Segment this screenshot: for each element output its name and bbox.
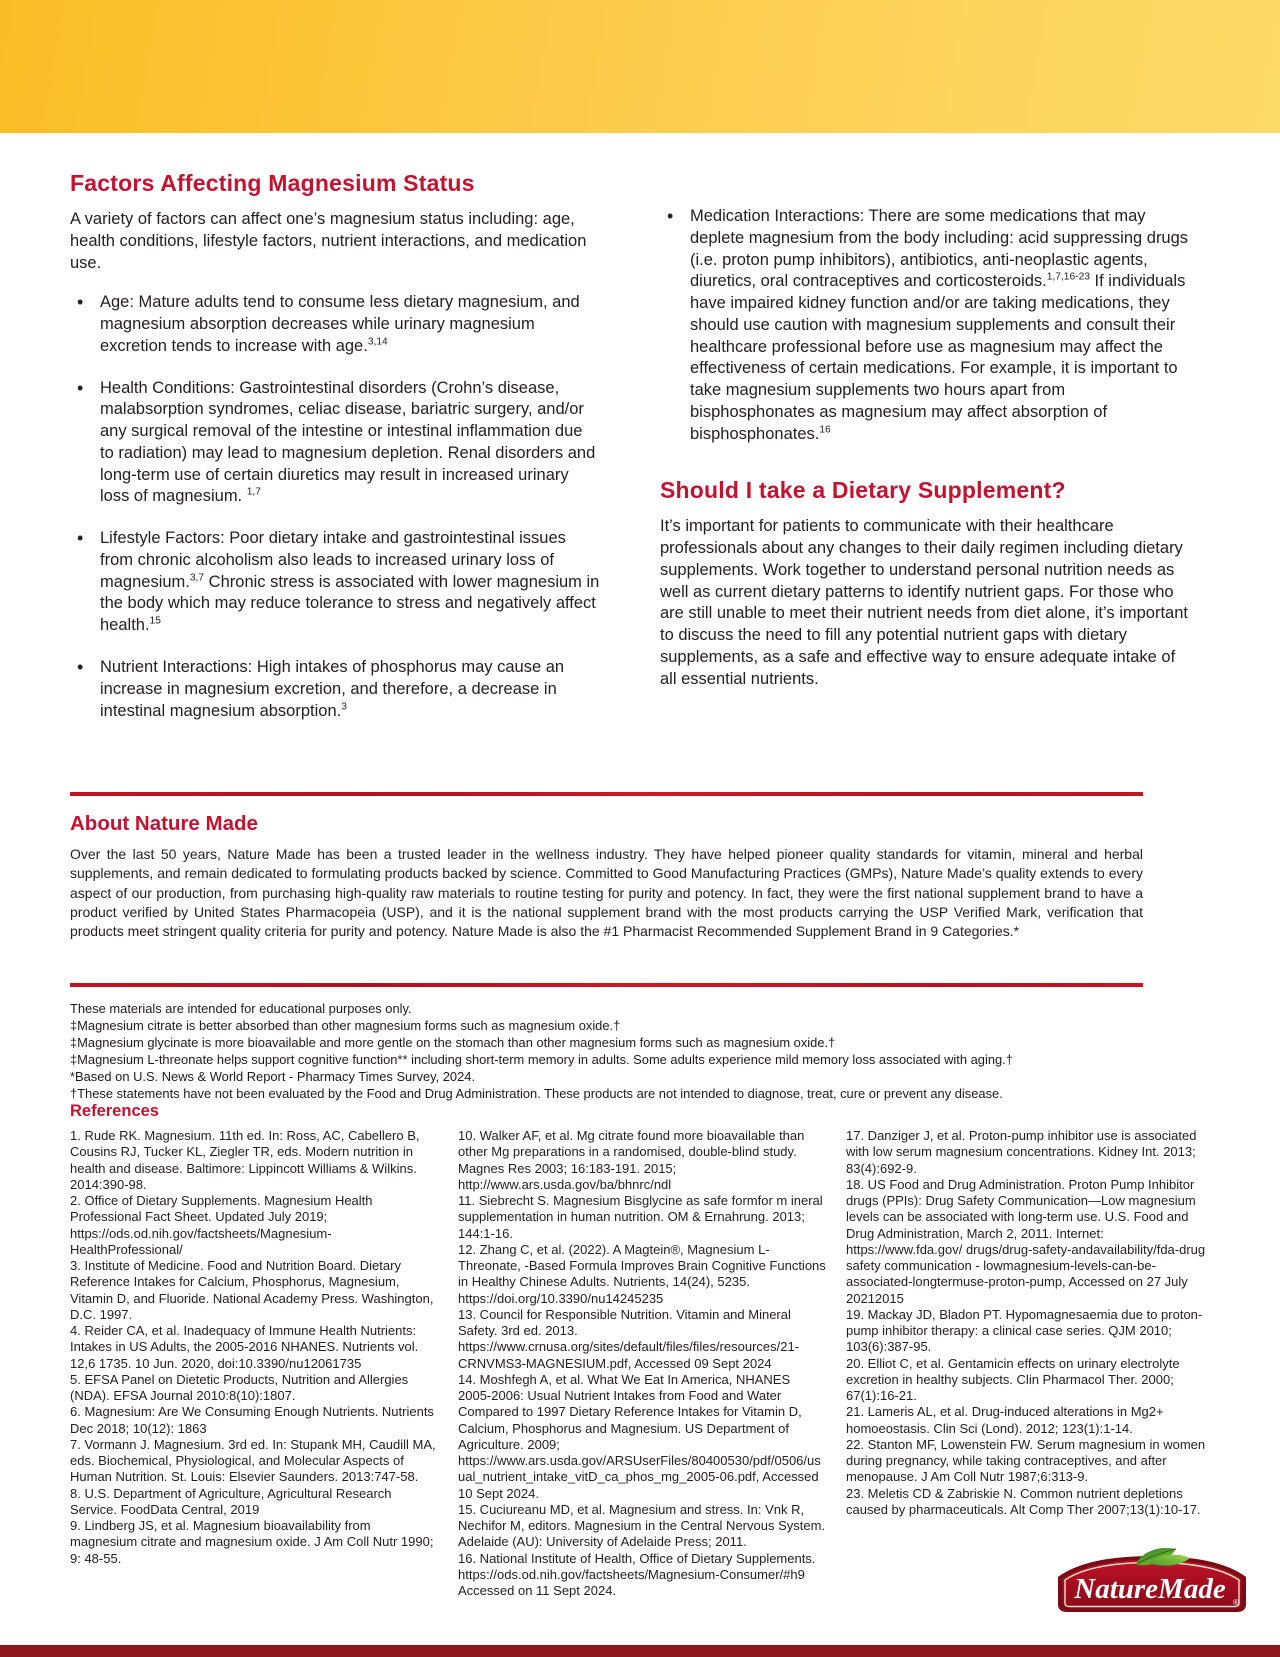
reference-item: 2. Office of Dietary Supplements. Magnesium Health Professional Fact Sheet. Updated July 2019; https://ods.od.nih.gov/factsheets/Magnesium-HealthProfessional/ — [70, 1193, 373, 1257]
page-content — [70, 0, 1210, 1657]
disclaimer-line: ‡Magnesium glycinate is more bioavailable and more gentle on the stomach than other magnesium forms such as magnesium oxide.† — [70, 1035, 836, 1051]
reference-item: 21. Lameris AL, et al. Drug-induced alterations in Mg2+ homoeostasis. Clin Sci (Lond). 2012; 123(1):1-14. — [846, 1404, 1164, 1436]
supplement-body: It’s important for patients to communicate with their healthcare professionals about any changes to their daily regimen including dietary supplements. Work together to understand personal nutrition needs as well as current dietary patterns to identify nutrient gaps. For those who are still unable to meet their nutrient needs from diet alone, it’s important to discuss the need to fill any potential nutrient gaps with dietary supplements, as a safe and effective way to ensure adequate intake of all essential nutrients. — [660, 517, 1188, 688]
factors-bullet-list — [70, 292, 600, 722]
bullet-lifestyle-factors: • Lifestyle Factors: Poor dietary intake and gastrointestinal issues from chronic alcoholism also leads to increased urinary loss of magnesium.$^{3,7}$ Chronic stress is associated with lower magnesium in the body which may reduce tolerance to stress and negatively affect health.$^{15}$ — [70, 528, 600, 637]
disclaimer-line: *Based on U.S. News & World Report - Pharmacy Times Survey, 2024. — [70, 1069, 476, 1085]
registered-mark: ® — [1233, 1598, 1239, 1607]
reference-item: 3. Institute of Medicine. Food and Nutrition Board. Dietary Reference Intakes for Calcium, Phosphorus, Magnesium, Vitamin D, and Fluoride. National Academy Press. Washington, D.C. 1997. — [70, 1258, 434, 1322]
reference-item: 1. Rude RK. Magnesium. 11th ed. In: Ross, AC, Cabellero B, Cousins RJ, Tucker KL, Ziegler TR, eds. Modern nutrition in health and disease. Baltimore: Lippincott Williams & Wilkins. 2014:390-98. — [70, 1128, 420, 1192]
disclaimer-line: †These statements have not been evaluated by the Food and Drug Administration. These products are not intended to diagnose, treat, cure or prevent any disease. — [70, 1086, 1003, 1102]
reference-item: 19. Mackay JD, Bladon PT. Hypomagnesaemia due to proton-pump inhibitor therapy: a clinical case series. QJM 2010; 103(6):387-95. — [846, 1306, 1203, 1355]
bullet-health-conditions: • Health Conditions: Gastrointestinal disorders (Crohn’s disease, malabsorption syndromes, celiac disease, bariatric surgery, and/or any surgical removal of the intestine or intestinal inflammation due to radiation) may lead to magnesium depletion. Renal disorders and long-term use of certain diuretics may result in increased urinary loss of magnesium. $^{1,7}$ — [70, 378, 600, 509]
divider-rule-bottom — [70, 983, 1143, 987]
bullet-medication-interactions: • Medication Interactions: There are some medications that may deplete magnesium from the body including: acid suppressing drugs (i.e. proton pump inhibitors), antibiotics, anti-neoplastic agents, diuretics, oral contraceptives and corticosteroids.$^{1,7,16-23}$ If individuals have impaired kidney function and/or are taking medications, they should use caution with magnesium supplements and consult their healthcare professional before use as magnesium may affect the effectiveness of certain medications. For example, it is important to take magnesium supplements two hours apart from bisphosphonates as magnesium may affect absorption of bisphosphonates.$^{16}$ — [660, 206, 1190, 445]
medication-bullet-list — [660, 206, 1190, 445]
reference-item: 17. Danziger J, et al. Proton-pump inhibitor use is associated with low serum magnesium concentrations. Kidney Int. 2013; 83(4):692-9. — [846, 1128, 1197, 1176]
reference-item: 18. US Food and Drug Administration. Proton Pump Inhibitor drugs (PPIs): Drug Safety Communication—Low magnesium levels can be associated with long-term use. U.S. Food and Drug Administration, March 2, 2011. Internet: https://www.fda.gov/ drugs/drug-safety-andavailability/fda-drug safety communication - lowmagnesium-levels-can-be-associated-longtermuse-proton-pump, Accessed on 27 July 20212015 — [846, 1176, 1206, 1306]
disclaimer-line: ‡Magnesium citrate is better absorbed than other magnesium forms such as magnesium oxide.† — [70, 1018, 621, 1034]
about-body: Over the last 50 years, Nature Made has been a trusted leader in the wellness industry. They have helped pioneer quality standards for vitamin, mineral and herbal supplements, and remain dedicated to formulating products backed by science. Committed to Good Manufacturing Practices (GMPs), Nature Made’s quality extends to every aspect of our production, from purchasing high-quality raw materials to routine testing for purity and potency. In fact, they were the first national supplement brand to have a product verified by United States Pharmacopeia (USP), and it is the national supplement brand with the most products carrying the USP Verified Mark, verification that products meet stringent quality criteria for purity and potency. Nature Made is also the #1 Pharmacist Recommended Supplement Brand in 9 Categories.* — [70, 846, 1143, 940]
reference-item: 23. Meletis CD & Zabriskie N. Common nutrient depletions caused by pharmaceuticals. Alt Comp Ther 2007;13(1):10-17. — [846, 1485, 1201, 1517]
reference-item: 14. Moshfegh A, et al. What We Eat In America, NHANES 2005-2006: Usual Nutrient Intakes from Food and Water Compared to 1997 Dietary Reference Intakes for Vitamin D, Calcium, Phosphorus and Magnesium. US Department of Agriculture. 2009; https://www.ars.usda.gov/ARSUserFiles/80400530/pdf/0506/usual_nutrient_intake_vitD_ca_phos_mg_2005-06.pdf, Accessed 10 Sept 2024. — [458, 1371, 821, 1501]
divider-rule-top — [70, 792, 1143, 796]
about-title: About Nature Made — [70, 812, 258, 835]
reference-item: 12. Zhang C, et al. (2022). A Magtein®, Magnesium L-Threonate, -Based Formula Improves Brain Cognitive Functions in Healthy Chinese Adults. Nutrients, 14(24), 5235. https://doi.org/10.3390/nu14245235 — [458, 1241, 826, 1306]
references-column-2 — [458, 1128, 826, 1599]
factors-section — [70, 170, 1190, 742]
bullet-age: • Age: Mature adults tend to consume less dietary magnesium, and magnesium absorption decreases while urinary magnesium excretion tends to increase with age.$^{3,14}$ — [70, 292, 600, 357]
right-column — [660, 170, 1190, 742]
reference-item: 8. U.S. Department of Agriculture, Agricultural Research Service. FoodData Central, 2019 — [70, 1485, 392, 1517]
disclaimer-line: ‡Magnesium L-threonate helps support cognitive function** including short-term memory in adults. Some adults experience mild memory loss associated with aging.† — [70, 1052, 1013, 1068]
disclaimers-block — [70, 1000, 1210, 1102]
reference-item: 10. Walker AF, et al. Mg citrate found more bioavailable than other Mg preparations in a randomised, double-blind study. Magnes Res 2003; 16:183-191. 2015; http://www.ars.usda.gov/ba/bhnrc/ndl — [458, 1128, 805, 1192]
nature-made-logo — [1052, 1548, 1252, 1614]
reference-item: 22. Stanton MF, Lowenstein FW. Serum magnesium in women during pregnancy, while taking contraceptives, and after menopause. J Am Coll Nutr 1987;6:313-9. — [846, 1436, 1206, 1485]
reference-item: 6. Magnesium: Are We Consuming Enough Nutrients. Nutrients Dec 2018; 10(12): 1863 — [70, 1404, 434, 1436]
reference-item: 9. Lindberg JS, et al. Magnesium bioavailability from magnesium citrate and magnesium oxide. J Am Coll Nutr 1990; 9: 48-55. — [70, 1518, 434, 1566]
references-columns — [70, 1128, 1215, 1599]
reference-item: 4. Reider CA, et al. Inadequacy of Immune Health Nutrients: Intakes in US Adults, the 2005-2016 NHANES. Nutrients vol. 12,6 1735. 10 Jun. 2020, doi:10.3390/nu12061735 — [70, 1323, 419, 1371]
factors-title: Factors Affecting Magnesium Status — [70, 170, 475, 196]
footer-bar — [0, 1645, 1280, 1657]
reference-item: 15. Cuciureanu MD, et al. Magnesium and stress. In: Vnk R, Nechifor M, editors. Magnesium in the Central Nervous System. Adelaide (AU): University of Adelaide Press; 2011. — [458, 1501, 826, 1550]
left-column — [70, 170, 600, 742]
reference-item: 11. Siebrecht S. Magnesium Bisglycine as safe formfor m ineral supplementation in human nutrition. OM & Ernahrung. 2013; 144:1-16. — [458, 1193, 823, 1241]
references-title: References — [70, 1102, 159, 1120]
reference-item: 7. Vormann J. Magnesium. 3rd ed. In: Stupank MH, Caudill MA, eds. Biochemical, Physiological, and Molecular Aspects of Human Nutrition. St. Louis: Elsevier Saunders. 2013:747-58. — [70, 1436, 436, 1485]
logo-brand-text: NatureMade — [1074, 1573, 1226, 1605]
reference-item: 13. Council for Responsible Nutrition. Vitamin and Mineral Safety. 3rd ed. 2013. https://www.crnusa.org/sites/default/files/files/resources/21-CRNVMS3-MAGNESIUM.pdf, Accessed 09 Sept 2024 — [458, 1306, 800, 1371]
references-column-3 — [846, 1128, 1214, 1599]
reference-item: 5. EFSA Panel on Dietetic Products, Nutrition and Allergies (NDA). EFSA Journal 2010:8(10):1807. — [70, 1371, 409, 1403]
factors-intro: A variety of factors can affect one’s magnesium status including: age, health conditions, lifestyle factors, nutrient interactions, and medication use. — [70, 210, 587, 272]
bullet-nutrient-interactions: • Nutrient Interactions: High intakes of phosphorus may cause an increase in magnesium excretion, and therefore, a decrease in intestinal magnesium absorption.$^3$ — [70, 657, 600, 722]
reference-item: 20. Elliot C, et al. Gentamicin effects on urinary electrolyte excretion in healthy subjects. Clin Pharmacol Ther. 2000; 67(1):16-21. — [846, 1355, 1180, 1403]
reference-item: 16. National Institute of Health, Office of Dietary Supplements. https://ods.od.nih.gov/factsheets/Magnesium-Consumer/#h9 Accessed on 11 Sept 2024. — [458, 1550, 816, 1598]
supplement-title: Should I take a Dietary Supplement? — [660, 477, 1066, 504]
references-column-1 — [70, 1128, 438, 1599]
disclaimer-line: These materials are intended for educational purposes only. — [70, 1001, 412, 1016]
